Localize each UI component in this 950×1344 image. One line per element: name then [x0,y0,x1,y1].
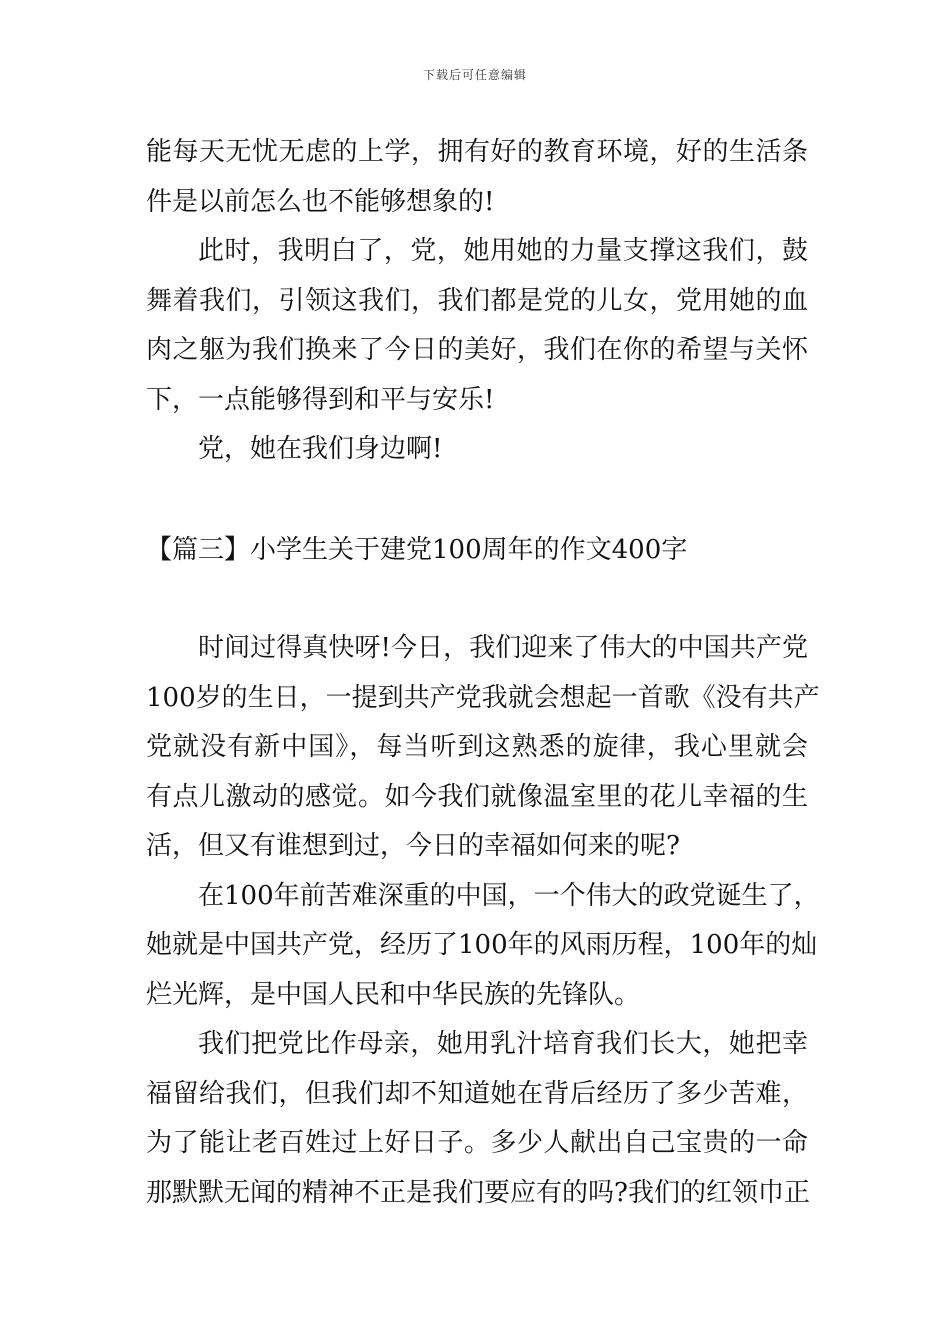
paragraph-line: 肉之躯为我们换来了今日的美好，我们在你的希望与关怀 [146,335,808,365]
paragraph-line: 能每天无忧无虑的上学，拥有好的教育环境，好的生活条 [146,137,808,167]
paragraph-line: 为了能让老百姓过上好日子。多少人献出自己宝贵的一命 [146,1128,808,1158]
page-header: 下载后可任意编辑 [422,68,527,82]
paragraph-line: 那默默无闻的精神不正是我们要应有的吗?我们的红领巾正 [146,1177,810,1208]
paragraph-3 [146,425,808,475]
paragraph-line: 她就是中国共产党，经历了100年的风雨历程，100年的灿 [146,930,818,960]
paragraph-line: 我们把党比作母亲，她用乳汁培育我们长大，她把幸 [198,1029,808,1059]
paragraph-line: 件是以前怎么也不能够想象的! [146,186,495,217]
paragraph-line: 此时，我明白了，党，她用她的力量支撑这我们，鼓 [198,236,808,266]
paragraph-line: 活，但又有谁想到过，今日的幸福如何来的呢? [146,831,680,861]
paragraph-line: 有点儿激动的感觉。如今我们就像温室里的花儿幸福的生 [146,781,808,812]
paragraph-line: 党，她在我们身边啊! [198,434,443,464]
paragraph-line: 时间过得真快呀!今日，我们迎来了伟大的中国共产党 [198,633,808,663]
paragraph-1 [146,128,808,227]
paragraph-2 [146,227,808,425]
paragraph-4 [146,624,820,872]
paragraph-6 [146,1020,808,1218]
paragraph-5 [146,872,820,1021]
paragraph-line: 烂光辉，是中国人民和中华民族的先锋队。 [146,979,641,1010]
paragraph-line: 党就没有新中国》，每当听到这熟悉的旋律，我心里就会 [146,732,808,762]
paragraph-line: 下，一点能够得到和平与安乐! [146,384,495,415]
section-heading: 【篇三】小学生关于建党100周年的作文400字 [146,534,688,565]
paragraph-line: 舞着我们，引领这我们，我们都是党的儿女，党用她的血 [146,285,808,316]
document-body [146,128,820,1218]
paragraph-line: 100岁的生日，一提到共产党我就会想起一首歌《没有共产 [146,682,820,713]
paragraph-line: 福留给我们，但我们却不知道她在背后经历了多少苦难， [146,1078,808,1109]
paragraph-line: 在100年前苦难深重的中国，一个伟大的政党诞生了， [198,880,820,911]
